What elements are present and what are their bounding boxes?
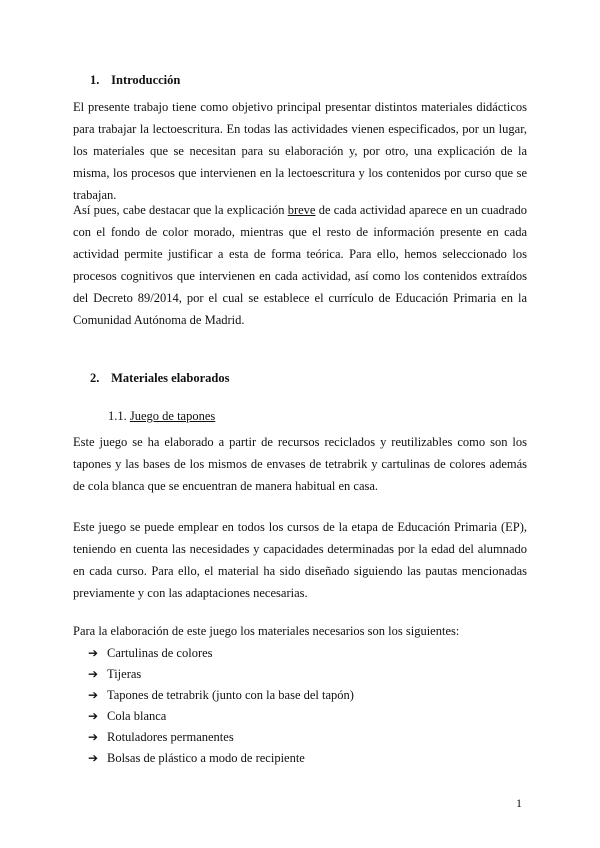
body-paragraph-1: Este juego se ha elaborado a partir de recursos reciclados y reutilizables como son los tapones y las bases de los mismos de envases de tetrabrik y cartulinas de colores además de cola blanca que se encuentran de manera habitual en casa. <box>73 435 527 493</box>
subsection-title: Juego de tapones <box>129 409 216 423</box>
page-number: 1 <box>516 796 522 810</box>
list-item: ➔ Cartulinas de colores <box>88 643 354 664</box>
arrow-bullet-icon: ➔ <box>88 751 99 765</box>
subsection-number: 1.1. <box>108 409 127 423</box>
underlined-word-breve: breve <box>287 203 316 217</box>
intro-paragraph-2-end: de cada actividad aparece en un cuadrado con el fondo de color morado, mientras que el resto de información presente en cada actividad permite justificar a esta de forma teórica. Para ello, hemos seleccionado los procesos cognitivos que intervienen en cada actividad, así como los contenidos extraídos del Decreto 89/2014, por el cual se establece el currículo de Educación Primaria en la Comunidad Autónoma de Madrid. <box>73 203 528 327</box>
subsection-heading-juego-de-tapones <box>108 409 215 424</box>
materials-intro: Para la elaboración de este juego los materiales necesarios son los siguientes: <box>73 624 460 638</box>
list-item: ➔ Cola blanca <box>88 706 354 727</box>
arrow-bullet-icon: ➔ <box>88 709 99 723</box>
arrow-bullet-icon: ➔ <box>88 688 99 702</box>
section-number: 2. <box>90 371 100 385</box>
section-title: Introducción <box>111 73 181 87</box>
list-item: ➔ Tapones de tetrabrik (junto con la base del tapón) <box>88 685 354 706</box>
section-heading-materiales <box>90 371 230 386</box>
intro-paragraph-1: El presente trabajo tiene como objetivo principal presentar distintos materiales didácticos para trabajar la lectoescritura. En todas las actividades vienen especificados, por un lugar, los materiales que se necesitan para su elaboración y, por otro, una explicación de la misma, los procesos que intervienen en la lectoescritura y los contenidos por curso que se trabajan. <box>73 100 527 202</box>
section-number: 1. <box>90 73 100 87</box>
arrow-bullet-icon: ➔ <box>88 646 99 660</box>
list-item: ➔ Bolsas de plástico a modo de recipiente <box>88 748 354 769</box>
intro-paragraph-2-start: Así pues, cabe destacar que la explicación <box>73 203 288 217</box>
intro-paragraph-2 <box>73 199 527 331</box>
arrow-bullet-icon: ➔ <box>88 730 99 744</box>
list-item: ➔ Tijeras <box>88 664 354 685</box>
list-item: ➔ Rotuladores permanentes <box>88 727 354 748</box>
section-heading-introduccion <box>90 73 180 88</box>
arrow-bullet-icon: ➔ <box>88 667 99 681</box>
body-paragraph-2: Este juego se puede emplear en todos los cursos de la etapa de Educación Primaria (EP), teniendo en cuenta las necesidades y capacidades determinadas por la edad del alumnado en cada curso. Para ello, el material ha sido diseñado siguiendo las pautas mencionadas previamente y con las adaptaciones necesarias. <box>73 520 527 600</box>
materials-list <box>88 643 354 769</box>
section-title: Materiales elaborados <box>111 371 230 385</box>
